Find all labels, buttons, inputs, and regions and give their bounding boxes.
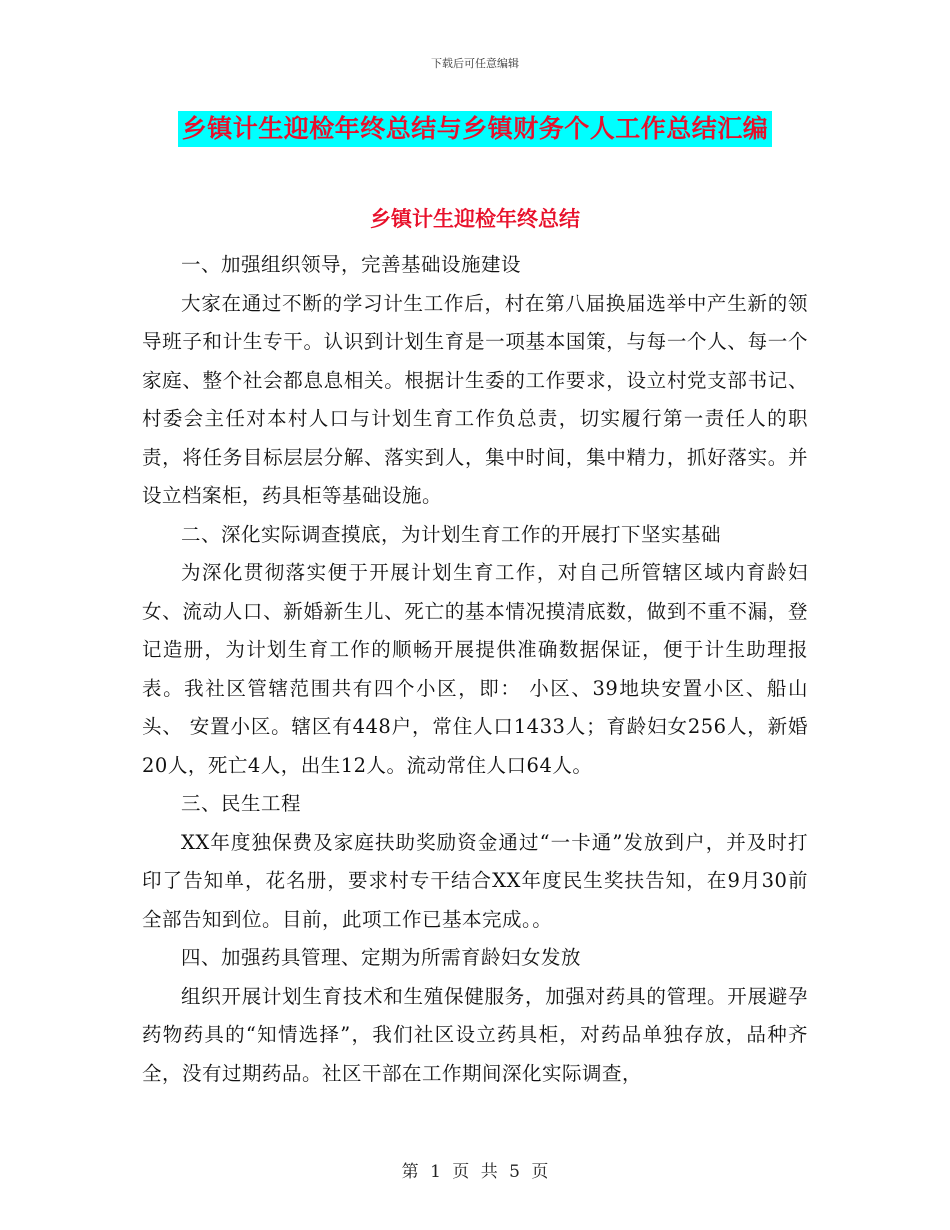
main-title: 乡镇计生迎检年终总结与乡镇财务个人工作总结汇编 [178,111,773,147]
page-number-footer: 第 1 页 共 5 页 [401,1162,549,1182]
main-title-container [0,111,950,147]
heading-4: 四、加强药具管理、定期为所需育龄妇女发放 [181,946,582,969]
section-title: 乡镇计生迎检年终总结 [370,207,580,231]
document-body [142,246,808,1093]
paragraph-3: XX年度独保费及家庭扶助奖励资金通过“一卡通”发放到户，并及时打印了告知单，花名册，要求村专干结合XX年度民生奖扶告知，在9月30前全部告知到位。目前，此项工作已基本完成。。 [142,830,808,931]
paragraph-2: 为深化贯彻落实便于开展计划生育工作，对自己所管辖区域内育龄妇女、流动人口、新婚新生儿、死亡的基本情况摸清底数，做到不重不漏，登记造册，为计划生育工作的顺畅开展提供准确数据保证，便于计生助理报表。我社区管辖范围共有四个小区，即： 小区、39地块安置小区、船山头、 安置小区。辖区有448户，常住人口1433人；育龄妇女256人，新婚20人，死亡4人，出生12人。流动常住人口64人。 [142,561,808,777]
heading-3: 三、民生工程 [181,792,302,815]
paragraph-4: 组织开展计划生育技术和生殖保健服务，加强对药具的管理。开展避孕药物药具的“知情选择”，我们社区设立药具柜，对药品单独存放，品种齐全，没有过期药品。社区干部在工作期间深化实际调查， [142,984,808,1085]
heading-1: 一、加强组织领导，完善基础设施建设 [181,253,522,276]
header-note: 下载后可任意编辑 [431,57,519,70]
heading-2: 二、深化实际调查摸底，为计划生育工作的开展打下坚实基础 [181,522,722,546]
paragraph-1: 大家在通过不断的学习计生工作后，村在第八届换届选举中产生新的领导班子和计生专干。认识到计划生育是一项基本国策，与每一个人、每一个家庭、整个社会都息息相关。根据计生委的工作要求，设立村党支部书记、村委会主任对本村人口与计划生育工作负总责，切实履行第一责任人的职责，将任务目标层层分解、落实到人，集中时间，集中精力，抓好落实。并设立档案柜，药具柜等基础设施。 [142,291,808,507]
